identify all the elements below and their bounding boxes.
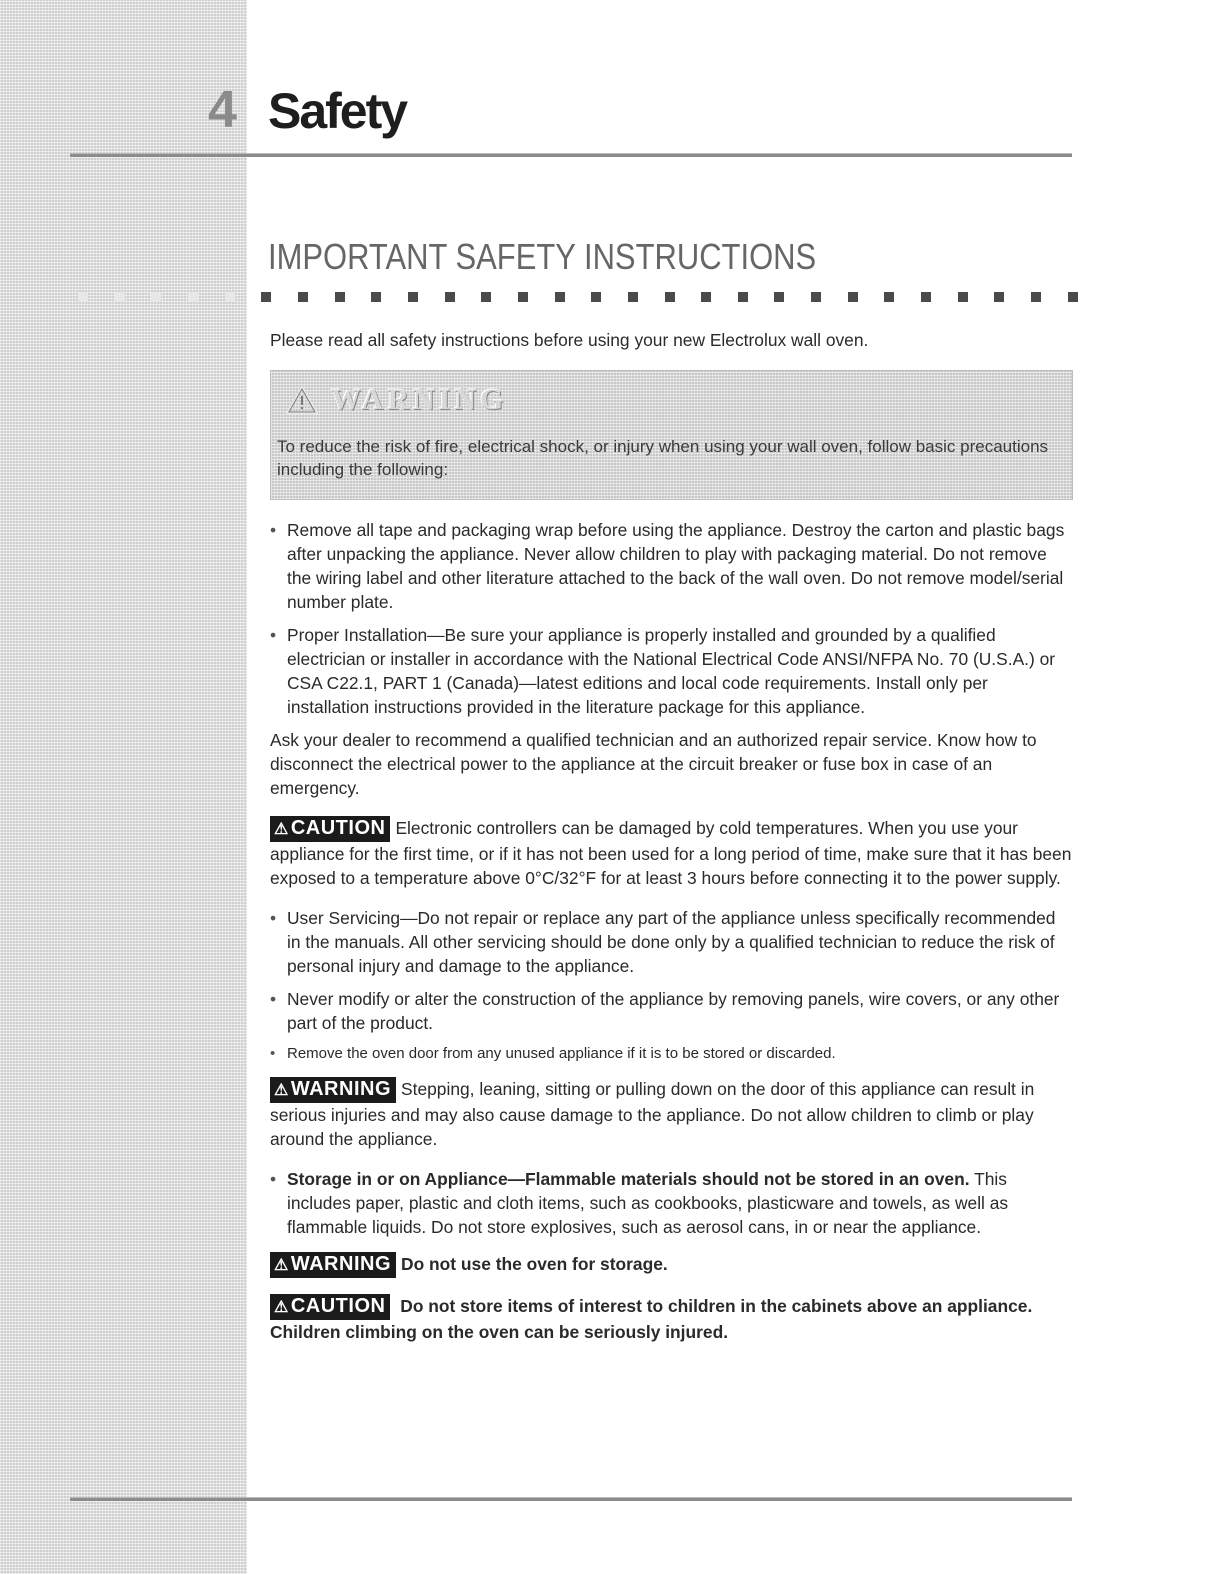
divider-dot [555,292,565,302]
list-item: • Never modify or alter the construction of the appliance by removing panels, wire covers, or any other part of the product. [270,987,1073,1035]
warning-label: WARNING [331,383,508,416]
divider-dot [78,292,88,302]
sidebar-band [0,0,247,1574]
divider-dot [994,292,1004,302]
divider-dot [261,292,271,302]
header-rule [70,153,1072,157]
warning-badge-label: WARNING [290,1253,392,1275]
divider-dot [884,292,894,302]
warning-notice-1 [270,1077,1073,1151]
divider-dot [518,292,528,302]
warning-notice-text: Do not use the oven for storage. [401,1254,668,1274]
warning-text: To reduce the risk of fire, electrical shock, or injury when using your wall oven, follow basic precautions including the following: [277,437,1049,479]
divider-dot [151,292,161,302]
safety-list-2 [270,906,1073,1064]
divider-dot [701,292,711,302]
divider-dot [481,292,491,302]
alert-icon: ⚠ [274,821,289,838]
caution-text: Do not store items of interest to children in the cabinets above an appliance. Children climbing on the oven can be seriously injured. [270,1296,1033,1342]
intro-text: Please read all safety instructions before using your new Electrolux wall oven. [270,330,869,350]
warning-box [270,370,1073,500]
caution-badge [270,1294,390,1320]
warning-badge [270,1252,396,1278]
divider-dot [298,292,308,302]
list-item: • Remove the oven door from any unused appliance if it is to be stored or discarded. [270,1044,1073,1064]
divider-dot [774,292,784,302]
divider-dot [921,292,931,302]
divider-dot [958,292,968,302]
caution-notice-1 [270,816,1073,890]
list-item: • Remove all tape and packaging wrap before using the appliance. Destroy the carton and plastic bags after unpacking the appliance. Never allow children to play with packaging material. Do not remove the wiring label and other literature attached to the back of the wall oven. Do not remove model/serial number plate. [270,518,1073,614]
chapter-title: Safety [268,83,407,139]
divider-dot [115,292,125,302]
dot-divider [78,290,1078,304]
alert-icon: ⚠ [274,1299,289,1316]
warning-header [285,385,507,415]
divider-dot [591,292,601,302]
caution-badge [270,816,390,842]
dealer-paragraph: Ask your dealer to recommend a qualified technician and an authorized repair service. Know how to disconnect the electrical power to the appliance at the circuit breaker or fuse box in case of an emergency. [270,730,1037,798]
caution-badge-label: CAUTION [290,1295,386,1317]
divider-dot [811,292,821,302]
warning-triangle-icon [285,385,319,415]
warning-notice-text: Stepping, leaning, sitting or pulling down on the door of this appliance can result in serious injuries and may also cause damage to the appliance. Do not allow children to climb or play around the appliance. [270,1079,1035,1149]
divider-dot [1068,292,1078,302]
section-heading: IMPORTANT SAFETY INSTRUCTIONS [268,236,817,277]
caution-badge-label: CAUTION [290,817,386,839]
storage-list [270,1167,1073,1239]
divider-dot [225,292,235,302]
divider-dot [335,292,345,302]
alert-icon: ⚠ [274,1082,289,1099]
warning-badge-label: WARNING [290,1078,392,1100]
divider-dot [371,292,381,302]
storage-heading: Storage in or on Appliance—Flammable materials should not be stored in an oven. [287,1169,970,1189]
divider-dot [738,292,748,302]
divider-dot [445,292,455,302]
alert-icon: ⚠ [274,1257,289,1274]
warning-notice-2 [270,1252,1073,1278]
storage-text: This includes paper, plastic and cloth items, such as cookbooks, plasticware and towels, as well as flammable liquids. Do not store explosives, such as aerosol cans, in or near the appliance. [287,1169,1009,1237]
warning-badge [270,1077,396,1103]
footer-rule [70,1497,1072,1501]
list-item: • User Servicing—Do not repair or replace any part of the appliance unless specifically recommended in the manuals. All other servicing should be done only by a qualified technician to reduce the risk of personal injury and damage to the appliance. [270,906,1073,978]
caution-text: Electronic controllers can be damaged by cold temperatures. When you use your appliance for the first time, or if it has not been used for a long period of time, make sure that it has been exposed to a temperature above 0°C/32°F for at least 3 hours before connecting it to the power supply. [270,818,1072,888]
divider-dot [408,292,418,302]
divider-dot [665,292,675,302]
divider-dot [188,292,198,302]
list-item [270,1167,1073,1239]
caution-notice-2 [270,1294,1073,1344]
list-item: • Proper Installation—Be sure your appliance is properly installed and grounded by a qualified electrician or installer in accordance with the National Electrical Code ANSI/NFPA No. 70 (U.S.A.) or CSA C22.1, PART 1 (Canada)—latest editions and local code requirements. Install only per installation instructions provided in the literature package for this appliance. [270,623,1073,719]
main-content [270,328,1073,1360]
divider-dot [628,292,638,302]
chapter-number: 4 [208,81,236,139]
divider-dot [1031,292,1041,302]
safety-list-1 [270,518,1073,719]
divider-dot [848,292,858,302]
